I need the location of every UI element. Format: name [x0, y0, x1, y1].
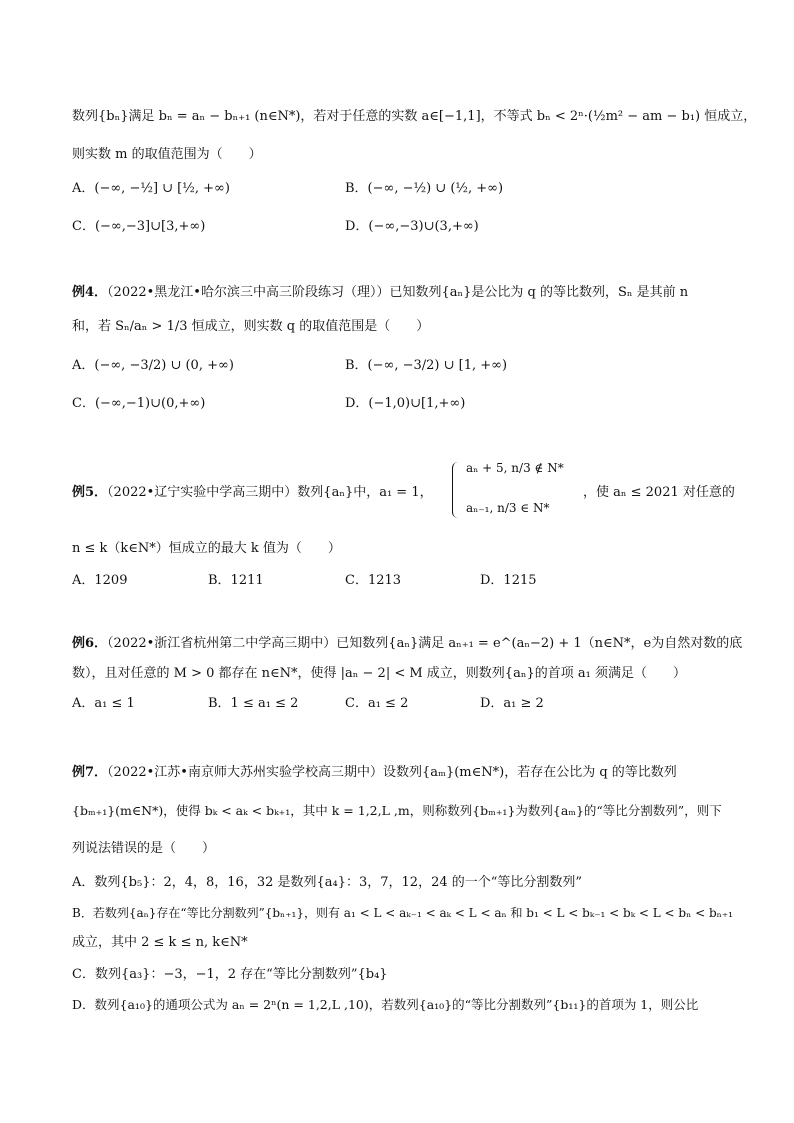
q3-option-d: D．(−∞,−3)∪(3,+∞): [345, 219, 479, 234]
q6-option-a: A．a₁ ≤ 1: [72, 696, 135, 711]
q3-stem-line2: 则实数 m 的取值范围为（ ）: [72, 147, 262, 162]
q7-stem-line1: [72, 764, 677, 782]
q5-piece-bottom: aₙ₋₁, n/3 ∈ N*: [466, 501, 550, 515]
q6-option-c: C．a₁ ≤ 2: [345, 696, 409, 711]
q3-option-c: C．(−∞,−3]∪[3,+∞): [72, 219, 206, 234]
q6-stem-line2: 数），且对任意的 M > 0 都存在 n∈N*，使得 |aₙ − 2| < M 成立，则数列{aₙ}的首项 a₁ 须满足（ ）: [72, 666, 686, 681]
q4-option-c: C．(−∞,−1)∪(0,+∞): [72, 396, 206, 411]
q7-label: 例7．: [72, 765, 108, 780]
q5-piece-top: aₙ + 5, n/3 ∉ N*: [466, 461, 564, 475]
q6-label: 例6．: [72, 636, 108, 651]
q4-option-d: D．(−1,0)∪[1,+∞): [345, 396, 466, 411]
q5-text-line1b: ，使 aₙ ≤ 2021 对任意的: [583, 485, 735, 500]
q5-text-line1: （2022•辽宁实验中学高三期中）数列{aₙ}中，a₁ = 1，: [107, 485, 433, 500]
q7-option-c: C．数列{a₃}：−3，−1，2 存在“等比分割数列”{b₄}: [72, 967, 388, 982]
q6-option-d: D．a₁ ≥ 2: [480, 696, 544, 711]
q7-option-b-line2: 成立，其中 2 ≤ k ≤ n, k∈N*: [72, 935, 248, 950]
q4-stem-line1: [72, 284, 688, 302]
q3-option-a: A．(−∞, −½] ∪ [½, +∞): [72, 181, 230, 196]
q7-stem-line3: 列说法错误的是（ ）: [72, 841, 216, 856]
q5-stem-line2: n ≤ k（k∈N*）恒成立的最大 k 值为（ ）: [72, 541, 341, 556]
q4-label: 例4．: [72, 285, 108, 300]
q5-option-a: A．1209: [72, 573, 128, 588]
q5-option-c: C．1213: [345, 573, 402, 588]
q5-option-b: B．1211: [208, 573, 264, 588]
q4-text-line1: （2022•黑龙江•哈尔滨三中高三阶段练习（理））已知数列{aₙ}是公比为 q 的等比数列，Sₙ 是其前 n: [107, 285, 689, 300]
q4-option-a: A．(−∞, −3/2) ∪ (0, +∞): [72, 358, 234, 373]
q6-stem-line1: [72, 635, 742, 653]
q3-option-b: B．(−∞, −½) ∪ (½, +∞): [345, 181, 504, 196]
q5-option-d: D．1215: [480, 573, 537, 588]
q5-brace: [452, 462, 461, 518]
q6-option-b: B．1 ≤ a₁ ≤ 2: [208, 696, 299, 711]
q7-text-line1: （2022•江苏•南京师大苏州实验学校高三期中）设数列{aₘ}(m∈N*)，若存在公比为 q 的等比数列: [107, 765, 677, 780]
q4-option-b: B．(−∞, −3/2) ∪ [1, +∞): [345, 358, 508, 373]
q7-option-a: A．数列{b₅}：2，4，8，16，32 是数列{a₄}：3，7，12，24 的一个“等比分割数列”: [72, 875, 583, 890]
q7-stem-line2: {bₘ₊₁}(m∈N*)，使得 bₖ < aₖ < bₖ₊₁，其中 k = 1,2,L ,m，则称数列{bₘ₊₁}为数列{aₘ}的“等比分割数列”，则下: [72, 803, 722, 818]
q7-option-d: D．数列{a₁₀}的通项公式为 aₙ = 2ⁿ(n = 1,2,L ,10)，若数列{a₁₀}的“等比分割数列”{b₁₁}的首项为 1，则公比: [72, 997, 699, 1012]
q5-label: 例5．: [72, 485, 108, 500]
q7-option-b-line1: B．若数列{aₙ}存在“等比分割数列”{bₙ₊₁}，则有 a₁ < L < aₖ₋₁ < aₖ < L < aₙ 和 b₁ < L < bₖ₋₁ < bₖ < L < bₙ < bₙ₊₁: [72, 906, 733, 920]
q4-stem-line2: 和，若 Sₙ/aₙ > 1/3 恒成立，则实数 q 的取值范围是（ ）: [72, 319, 430, 334]
q3-stem-line1: 数列{bₙ}满足 bₙ = aₙ − bₙ₊₁ (n∈N*)，若对于任意的实数 a∈[−1,1]，不等式 bₙ < 2ⁿ·(½m² − am − b₁) 恒成立，: [72, 109, 757, 124]
q5-stem-line1: [72, 484, 433, 502]
q6-text-line1: （2022•浙江省杭州第二中学高三期中）已知数列{aₙ}满足 aₙ₊₁ = e^(aₙ−2) + 1（n∈N*，e为自然对数的底: [107, 636, 743, 651]
